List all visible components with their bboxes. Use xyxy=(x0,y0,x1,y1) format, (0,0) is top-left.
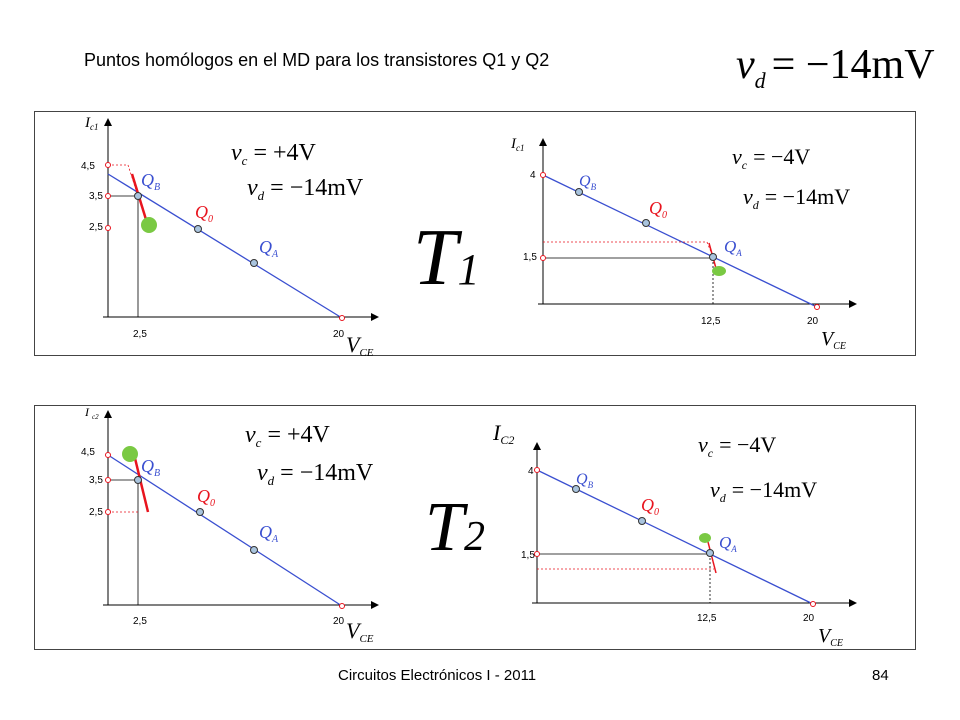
t2-right-point-q0 xyxy=(639,518,646,525)
t2-left-xtick-20: 20 xyxy=(333,616,345,627)
t2-left-y-marker-35 xyxy=(106,478,111,483)
t2-left-ylabel-sub: c2 xyxy=(92,413,99,421)
svg-text:VCE xyxy=(818,625,843,649)
t1-left-q0-sub: 0 xyxy=(208,214,213,225)
t1-right-plot xyxy=(510,136,857,352)
footer-page-number: 84 xyxy=(872,667,889,684)
t1-right-xlabel: V xyxy=(821,328,834,350)
t2-right-qb-label: Q xyxy=(576,471,588,488)
svg-text:T1 xyxy=(413,214,480,302)
t2-left-ylabel: I xyxy=(85,405,89,419)
t2-right-qb-sub: B xyxy=(587,480,594,490)
t2-left-x-arrow xyxy=(371,601,379,609)
t1-right-qb-label: Q xyxy=(579,173,591,190)
t1-right-qa-label: Q xyxy=(724,237,737,256)
t1-right-vd-value: = −14mV xyxy=(764,184,851,209)
t1-left-x-arrow xyxy=(371,313,379,321)
t2-left-x-marker-20 xyxy=(340,604,345,609)
svg-text:VCE xyxy=(346,618,374,645)
svg-text:vc= +4V: $v_c = +4V$ xyxy=(231,140,316,168)
t1-left-ylabel: I xyxy=(85,115,90,131)
svg-text:Q0 xyxy=(197,486,215,509)
t1-right-x-arrow xyxy=(849,300,857,308)
svg-text:Q0 xyxy=(649,198,667,221)
t2-left-green-dot xyxy=(122,446,138,462)
t1-left-qb-sub: B xyxy=(154,182,161,193)
t2-left-qb-label: Q xyxy=(141,456,154,476)
t2-left-y-marker-25 xyxy=(106,510,111,515)
t1-left-plot xyxy=(81,115,379,359)
svg-text:Q0 xyxy=(641,495,659,518)
t1-left-ylabel-sub: c1 xyxy=(90,122,99,132)
svg-text:vd= −14mV: $v_d = -14mV$ xyxy=(743,184,851,212)
panel-t2-graphics xyxy=(35,406,917,651)
t2-left-q0-label: Q xyxy=(197,486,210,506)
t1-left-qa-label: Q xyxy=(259,237,272,257)
t1-left-vd-var: v xyxy=(247,175,258,201)
svg-text:vd= −14mV: $v_d = -14mV$ xyxy=(247,175,364,203)
t2-left-point-qa xyxy=(251,547,258,554)
svg-text:QA xyxy=(259,237,279,260)
t1-right-qa-sub: A xyxy=(736,248,742,258)
svg-text:vc= +4V: $v_c = +4V$ xyxy=(245,422,330,450)
t1-right-ytick-4: 4 xyxy=(530,170,536,181)
t1-right-y-marker-4 xyxy=(541,173,546,178)
t2-right-qa-sub: A xyxy=(731,544,737,554)
t2-right-vc-value: = −4V xyxy=(719,432,777,457)
top-formula-sub: d xyxy=(754,68,766,93)
t2-left-point-q0 xyxy=(197,509,204,516)
t1-right-ylabel-sub: c1 xyxy=(516,143,525,153)
t1-right-vc-value: = −4V xyxy=(753,144,811,169)
t2-right-ylabel: I xyxy=(493,420,501,445)
t2-left-qa-sub: A xyxy=(272,534,279,545)
svg-text:QA xyxy=(259,522,279,545)
svg-text:T2 xyxy=(425,489,485,566)
t2-right-y-marker-4 xyxy=(535,468,540,473)
t2-right-q0-sub: 0 xyxy=(654,507,659,518)
t1-right-qb-sub: B xyxy=(590,182,597,192)
t2-left-point-qb xyxy=(135,477,142,484)
t2-right-xlabel: V xyxy=(818,625,831,647)
t1-left-point-q0 xyxy=(195,226,202,233)
t1-left-xtick-25: 2,5 xyxy=(133,329,147,340)
t2-left-qa-label: Q xyxy=(259,522,272,542)
svg-text:Ic1 xyxy=(510,136,525,153)
t2-left-vd-value: = −14mV xyxy=(280,460,374,486)
svg-text:VCE xyxy=(346,332,374,359)
t2-right-ylabel-sub: C2 xyxy=(500,433,515,447)
t2-left-xtick-25: 2,5 xyxy=(133,616,147,627)
t1-left-ytick-35: 3,5 xyxy=(89,191,103,202)
svg-text:Q0 xyxy=(195,202,213,225)
t2-right-xtick-125: 12,5 xyxy=(697,613,717,624)
t1-left-vd-value: = −14mV xyxy=(270,175,364,201)
svg-text:IC2 xyxy=(492,420,514,447)
svg-text:vd= −14mV xyxy=(736,42,935,93)
t1-left-y-marker-35 xyxy=(106,194,111,199)
svg-text:vd= −14mV: $v_d = -14mV$ xyxy=(257,460,374,488)
t1-right-q0-label: Q xyxy=(649,198,662,218)
t2-right-x-marker-20 xyxy=(811,602,816,607)
svg-text:VCE xyxy=(821,328,846,352)
t2-left-ytick-45: 4,5 xyxy=(81,447,95,458)
t2-big-label: T xyxy=(425,489,464,566)
svg-text:QB xyxy=(579,173,597,192)
t2-right-xlabel-sub: CE xyxy=(830,638,843,649)
t2-right-vd-var: v xyxy=(710,477,720,502)
t2-right-point-qa xyxy=(707,550,714,557)
svg-text:QA xyxy=(719,533,737,554)
footer-course: Circuitos Electrónicos I - 2011 xyxy=(338,667,537,684)
t1-right-vd-var: v xyxy=(743,184,753,209)
top-formula-lhs: v xyxy=(736,42,755,88)
t1-left-xlabel-sub: CE xyxy=(359,347,374,359)
t1-right-x-marker-20 xyxy=(815,305,820,310)
page-title: Puntos homólogos en el MD para los transistores Q1 y Q2 xyxy=(84,50,550,70)
t2-left-plot xyxy=(81,405,379,645)
t2-right-red-segment xyxy=(708,542,716,573)
t1-right-y-marker-15 xyxy=(541,256,546,261)
t2-left-vc-var: v xyxy=(245,422,256,448)
t2-right-plot xyxy=(492,420,857,649)
t2-left-qb-sub: B xyxy=(154,468,161,479)
t1-right-green-dot xyxy=(712,266,726,276)
svg-text:QA xyxy=(724,237,742,258)
t2-big-label-sub: 2 xyxy=(463,514,485,560)
t1-left-point-qa xyxy=(251,260,258,267)
top-formula-rhs: = −14mV xyxy=(771,42,935,88)
t1-left-ytick-45: 4,5 xyxy=(81,161,95,172)
t1-left-vc-var: v xyxy=(231,140,242,166)
panel-t1-graphics xyxy=(35,112,917,357)
t1-left-xtick-20: 20 xyxy=(333,329,345,340)
t1-left-q0-label: Q xyxy=(195,202,208,222)
svg-text:vd= −14mV: $v_d = -14mV$ xyxy=(710,477,818,505)
t2-left-y-marker-45 xyxy=(106,453,111,458)
t1-right-point-q0 xyxy=(643,220,650,227)
t2-right-xtick-20: 20 xyxy=(803,613,815,624)
svg-text:Ic2 xyxy=(84,405,99,421)
t2-right-y-arrow xyxy=(533,442,541,450)
svg-text:QB xyxy=(141,170,160,193)
t2-right-vc-var: v xyxy=(698,432,708,457)
t2-right-green-dot xyxy=(699,533,711,543)
t2-left-q0-sub: 0 xyxy=(210,498,215,509)
t1-big-label-sub: 1 xyxy=(457,245,480,294)
t1-right-y-arrow xyxy=(539,138,547,146)
t2-left-xlabel: V xyxy=(346,618,360,643)
panel-t1 xyxy=(34,111,916,359)
t1-right-ytick-15: 1,5 xyxy=(523,252,537,263)
t2-left-xlabel-sub: CE xyxy=(359,633,374,645)
panel-t2 xyxy=(34,405,916,650)
t1-big-label: T xyxy=(413,214,458,302)
t1-left-y-marker-45 xyxy=(106,163,111,168)
t2-right-ytick-4: 4 xyxy=(528,466,534,477)
svg-text:vc= −4V: $v_c = -4V$ xyxy=(698,432,777,460)
t2-left-y-arrow xyxy=(104,410,112,418)
t1-right-xtick-125: 12,5 xyxy=(701,316,721,327)
t2-right-qa-label: Q xyxy=(719,533,732,552)
svg-text:vc= −4V: $v_c = -4V$ xyxy=(732,144,811,172)
t1-left-xlabel: V xyxy=(346,332,360,357)
t1-left-y-arrow xyxy=(104,118,112,126)
t1-right-xtick-20: 20 xyxy=(807,316,819,327)
t1-right-ylabel: I xyxy=(511,136,516,152)
t1-right-point-qa xyxy=(710,254,717,261)
t2-right-ytick-15: 1,5 xyxy=(521,550,535,561)
svg-text:QB xyxy=(141,456,160,479)
t1-right-xlabel-sub: CE xyxy=(833,341,846,352)
t2-right-vd-value: = −14mV xyxy=(731,477,818,502)
t2-left-ytick-25: 2,5 xyxy=(89,507,103,518)
svg-text:Ic1 xyxy=(84,115,99,132)
t1-left-y-marker-25 xyxy=(106,226,111,231)
t1-left-qb-label: Q xyxy=(141,170,154,190)
t1-right-q0-sub: 0 xyxy=(662,210,667,221)
t2-left-vd-var: v xyxy=(257,460,268,486)
t2-right-q0-label: Q xyxy=(641,495,654,515)
t1-left-x-marker-20 xyxy=(340,316,345,321)
t1-left-vc-value: = +4V xyxy=(253,140,316,166)
t1-left-green-dot xyxy=(141,217,157,233)
t2-left-vc-value: = +4V xyxy=(267,422,330,448)
t2-right-x-arrow xyxy=(849,599,857,607)
t1-right-vc-var: v xyxy=(732,144,742,169)
t1-left-qa-sub: A xyxy=(272,249,279,260)
svg-text:QB xyxy=(576,471,594,490)
t2-right-y-marker-15 xyxy=(535,552,540,557)
t1-left-point-qb xyxy=(135,193,142,200)
t1-left-ytick-25: 2,5 xyxy=(89,222,103,233)
t2-left-ytick-35: 3,5 xyxy=(89,475,103,486)
